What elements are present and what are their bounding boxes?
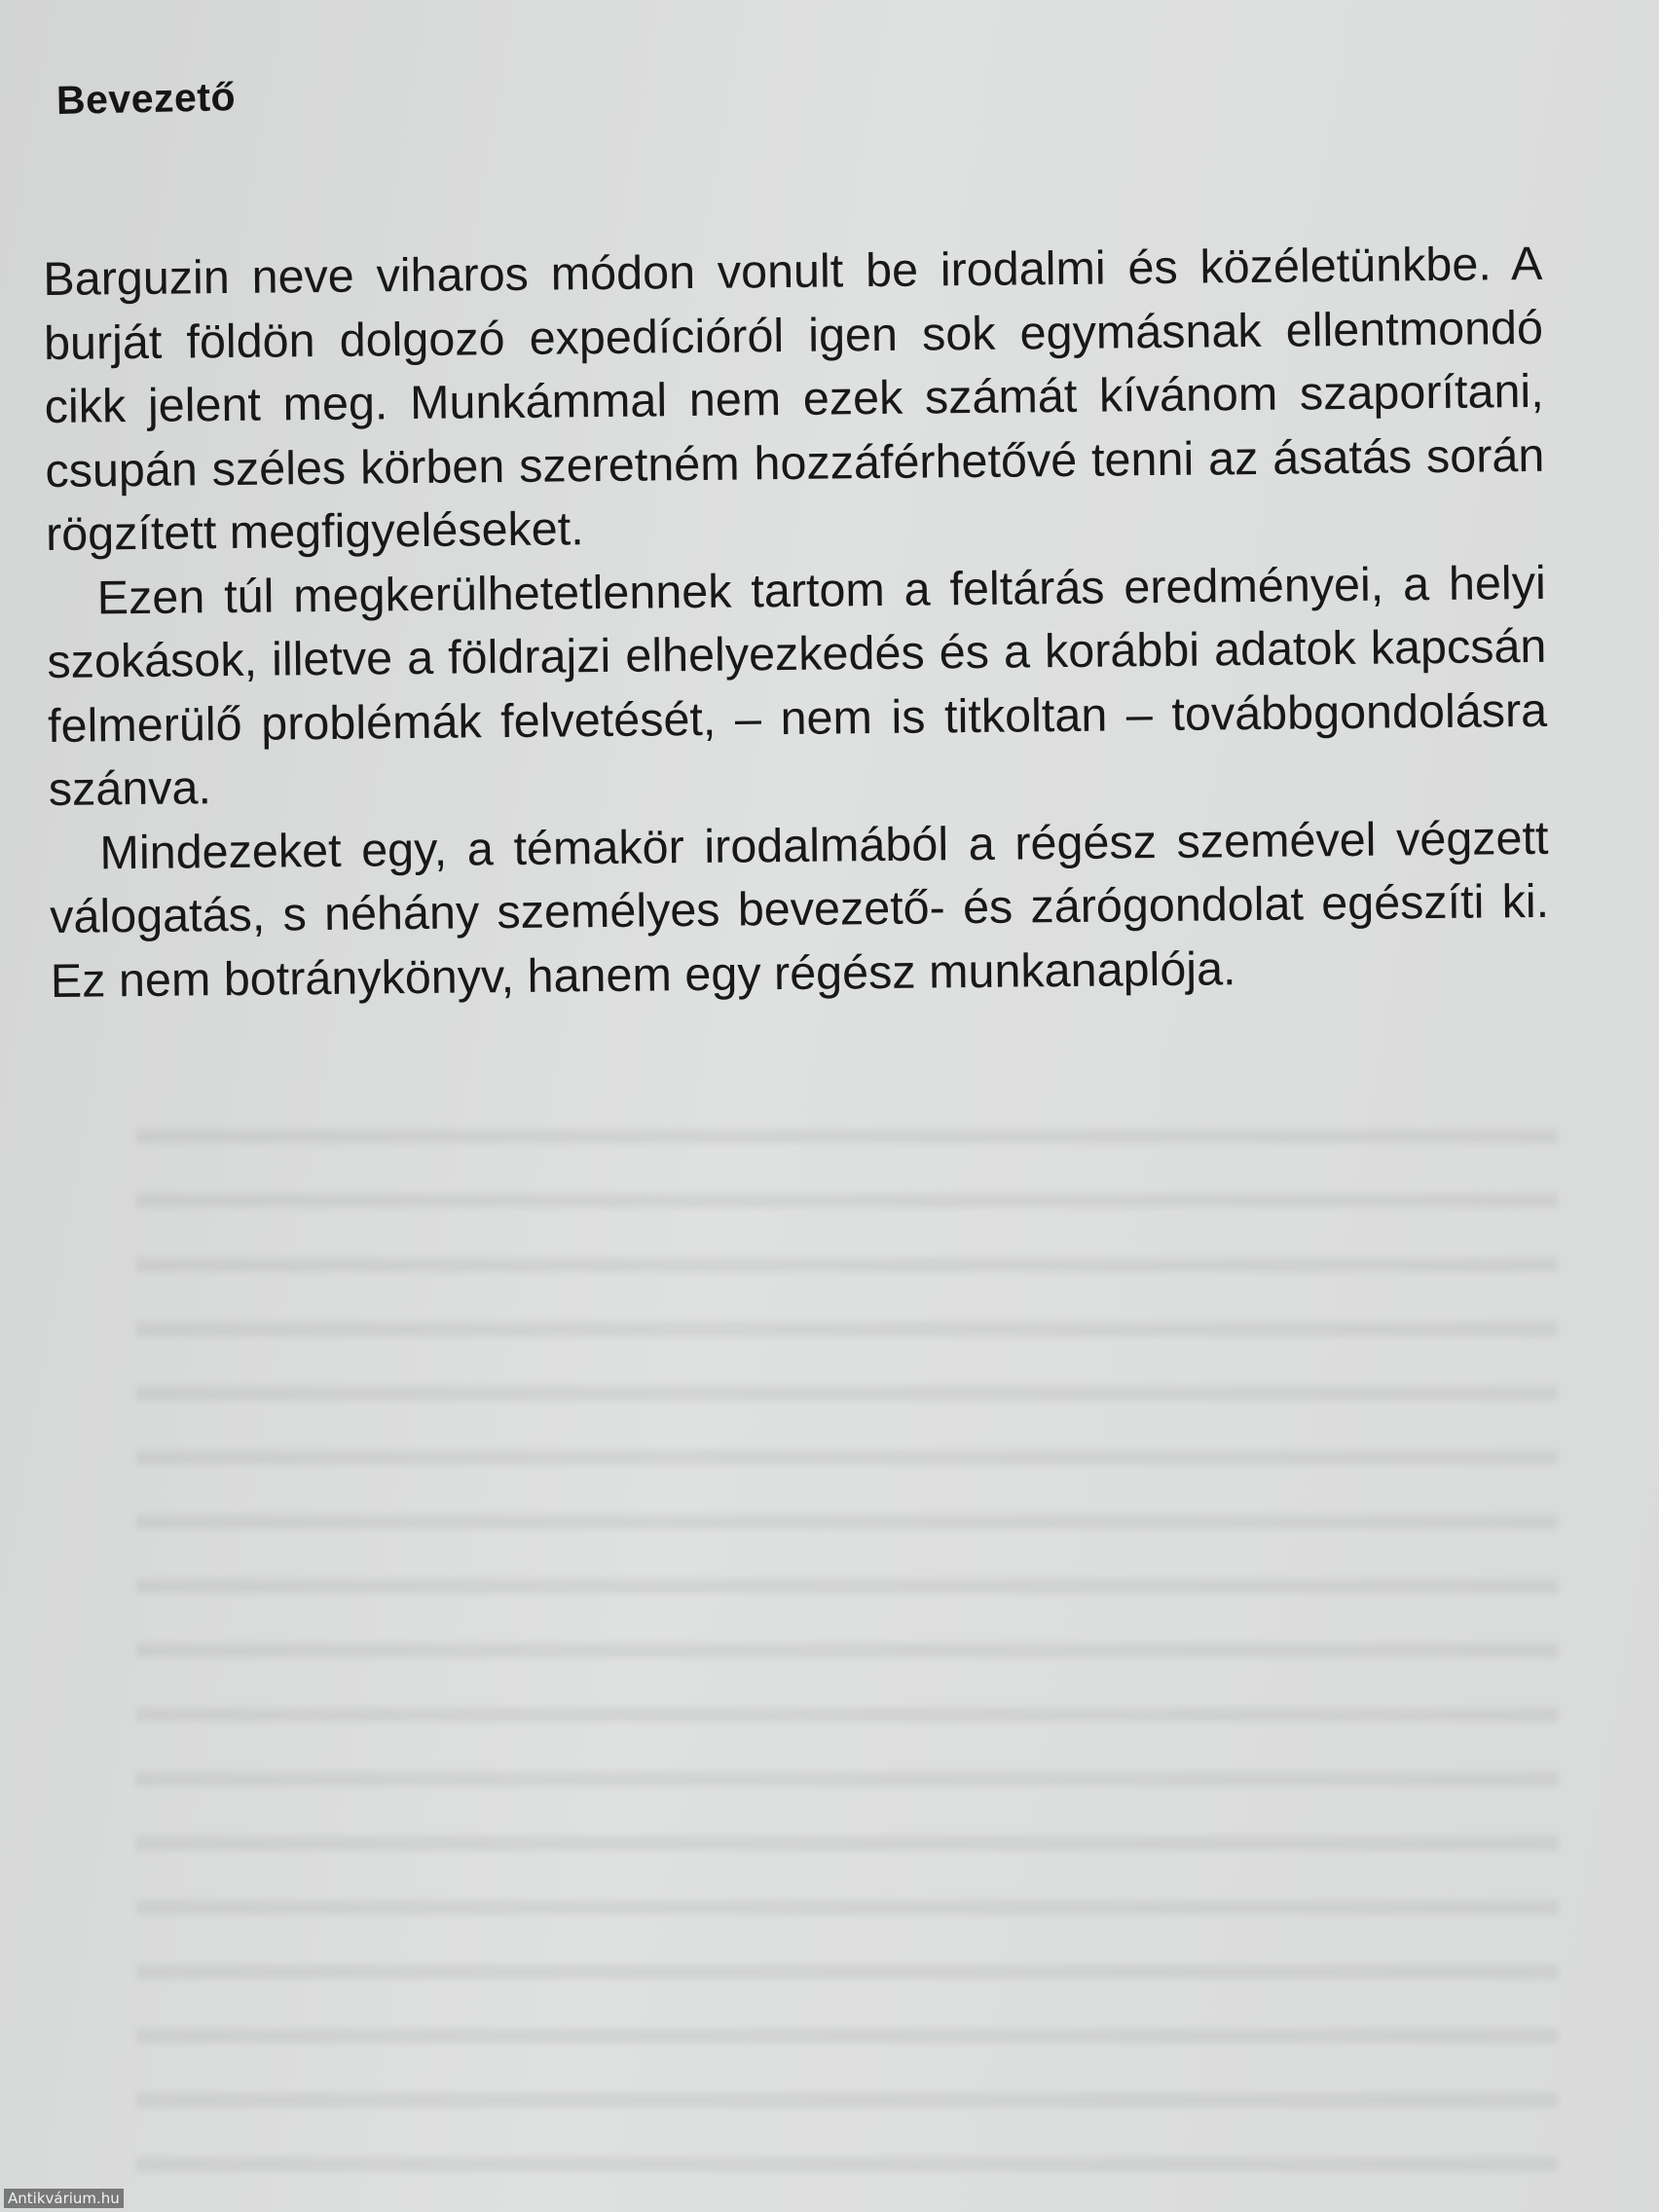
paragraph-3: Mindezeket egy, a témakör irodalmából a régész szemével végzett válogatás, s néhány személyes bevezető- és zárógondolat egészíti ki. Ez nem botránykönyv, hanem egy régész munkanaplója.	[49, 811, 1550, 1008]
paragraph-2: Ezen túl megkerülhetetlennek tartom a feltárás eredményei, a helyi szokások, illetve a földrajzi elhelyezkedés és a korábbi adatok kapcsán felmerülő problémák felvetését, – nem is titkoltan – továbbgondolásra szánva.	[47, 556, 1548, 816]
body-text	[43, 233, 1550, 1014]
paragraph-1: Barguzin neve viharos módon vonult be irodalmi és közéletünkbe. A burját földön dolgozó expedícióról igen sok egymásnak ellentmondó cikk jelent meg. Munkámmal nem ezek számát kívánom szaporítani, csupán széles körben szeretném hozzáférhetővé tenni az ásatás során rögzített megfigyeléseket.	[43, 237, 1545, 561]
show-through-text	[136, 1090, 1558, 2200]
source-watermark: Antikvárium.hu	[4, 2189, 124, 2208]
page-title: Bevezető	[55, 74, 237, 123]
